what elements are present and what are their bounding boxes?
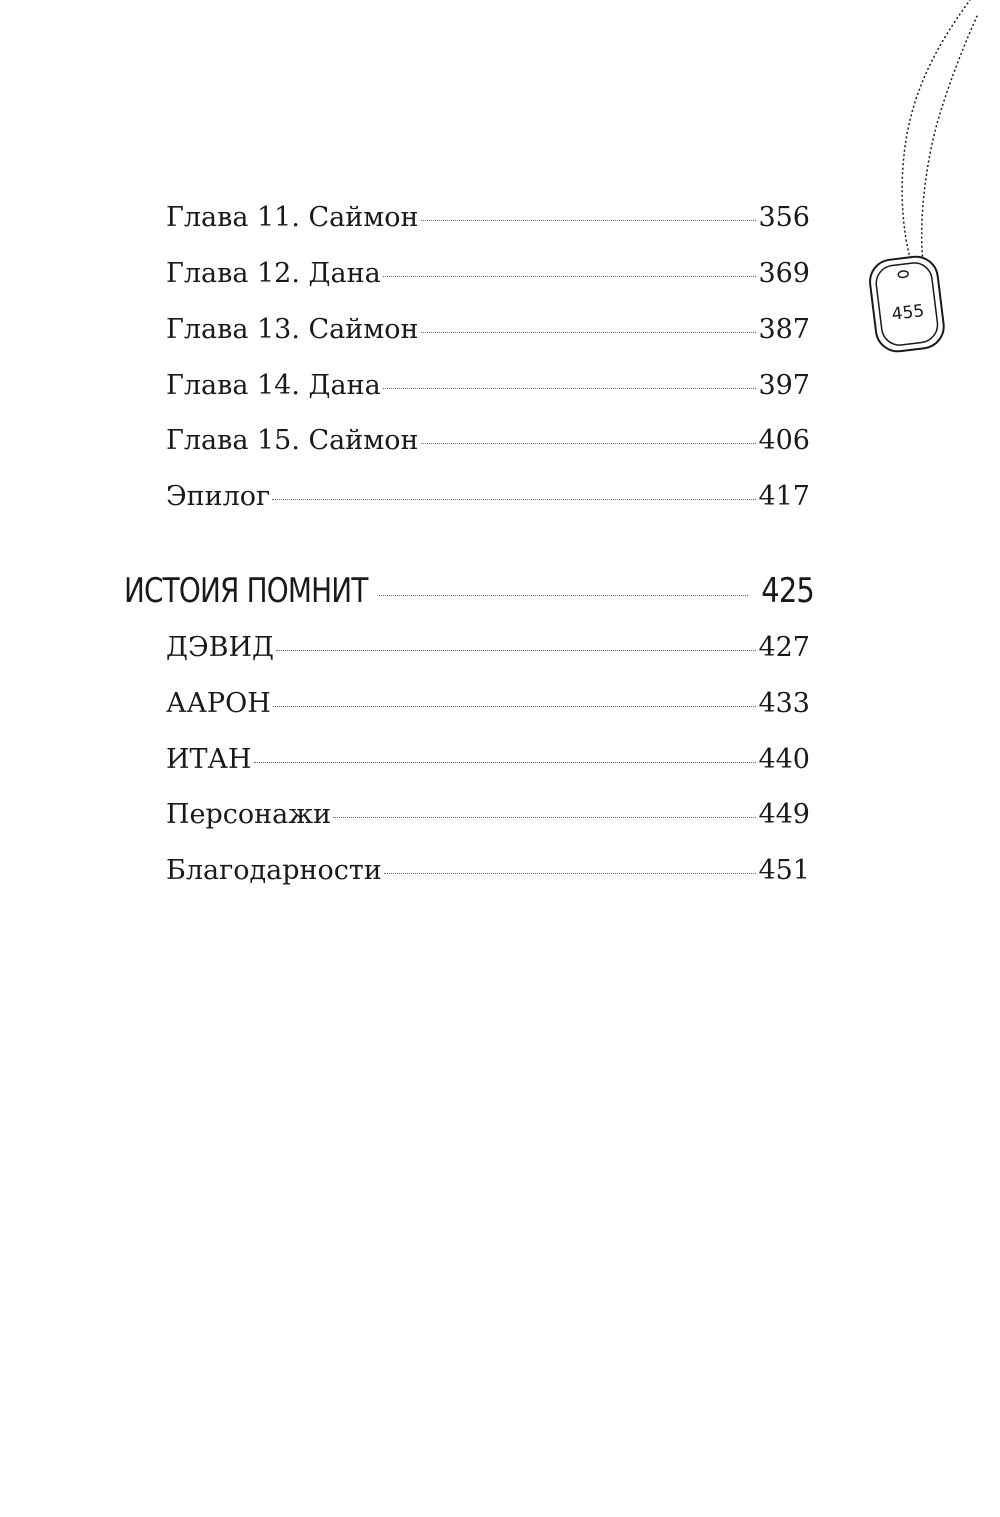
dot-leader	[421, 220, 757, 221]
section-title: ИСТОИЯ ПОМНИТ	[124, 571, 368, 611]
toc-entry[interactable]	[166, 196, 810, 240]
toc-entry-page: 427	[758, 632, 810, 663]
toc-entry-page: 356	[758, 202, 810, 233]
toc-entry-title: Глава 11. Саймон	[166, 202, 419, 233]
toc-entry-page: 406	[758, 425, 810, 456]
toc-entry-page: 387	[758, 314, 810, 345]
dot-leader	[276, 650, 757, 651]
toc-section-heading[interactable]	[124, 563, 814, 619]
tag-page-number: 455	[890, 301, 926, 325]
dot-leader	[272, 499, 756, 500]
toc-entry-page: 417	[758, 481, 810, 512]
toc-entry[interactable]	[166, 252, 810, 296]
toc-entry-page: 449	[758, 799, 810, 830]
dot-leader	[421, 443, 757, 444]
toc-entry-title: Персонажи	[166, 799, 332, 830]
toc-entry-title: Глава 14. Дана	[166, 370, 381, 401]
toc-entry[interactable]	[166, 475, 810, 519]
dot-leader	[421, 332, 757, 333]
toc-entry[interactable]	[166, 364, 810, 408]
toc-entry[interactable]	[166, 626, 810, 670]
toc-entry-page: 397	[758, 370, 810, 401]
toc-entry-title: Глава 15. Саймон	[166, 425, 419, 456]
toc-entry[interactable]	[166, 682, 810, 726]
dog-tag-illustration	[860, 0, 980, 360]
dot-leader	[383, 388, 757, 389]
toc-entry-page: 451	[758, 855, 810, 886]
toc-entry-title: ААРОН	[166, 688, 271, 719]
toc-entry[interactable]	[166, 849, 810, 893]
section-page: 425	[761, 571, 814, 611]
toc-entry-title: Эпилог	[166, 481, 271, 512]
toc-entry-page: 440	[758, 744, 810, 775]
toc-entry-page: 433	[758, 688, 810, 719]
toc-entry[interactable]	[166, 738, 810, 782]
toc-entry-title: ДЭВИД	[166, 632, 274, 663]
toc-entry-page: 369	[758, 258, 810, 289]
toc-entry-title: Глава 13. Саймон	[166, 314, 419, 345]
dot-leader	[383, 276, 757, 277]
toc-entry[interactable]	[166, 308, 810, 352]
dot-leader	[379, 595, 748, 596]
dog-tag-icon	[860, 0, 980, 360]
toc-entry-title: Глава 12. Дана	[166, 258, 381, 289]
toc-entry-title: ИТАН	[166, 744, 252, 775]
dot-leader	[273, 706, 757, 707]
toc-entry-title: Благодарности	[166, 855, 382, 886]
toc-entry[interactable]	[166, 793, 810, 837]
dot-leader	[254, 762, 757, 763]
dot-leader	[384, 873, 757, 874]
toc-entry[interactable]	[166, 419, 810, 463]
dot-leader	[333, 817, 756, 818]
